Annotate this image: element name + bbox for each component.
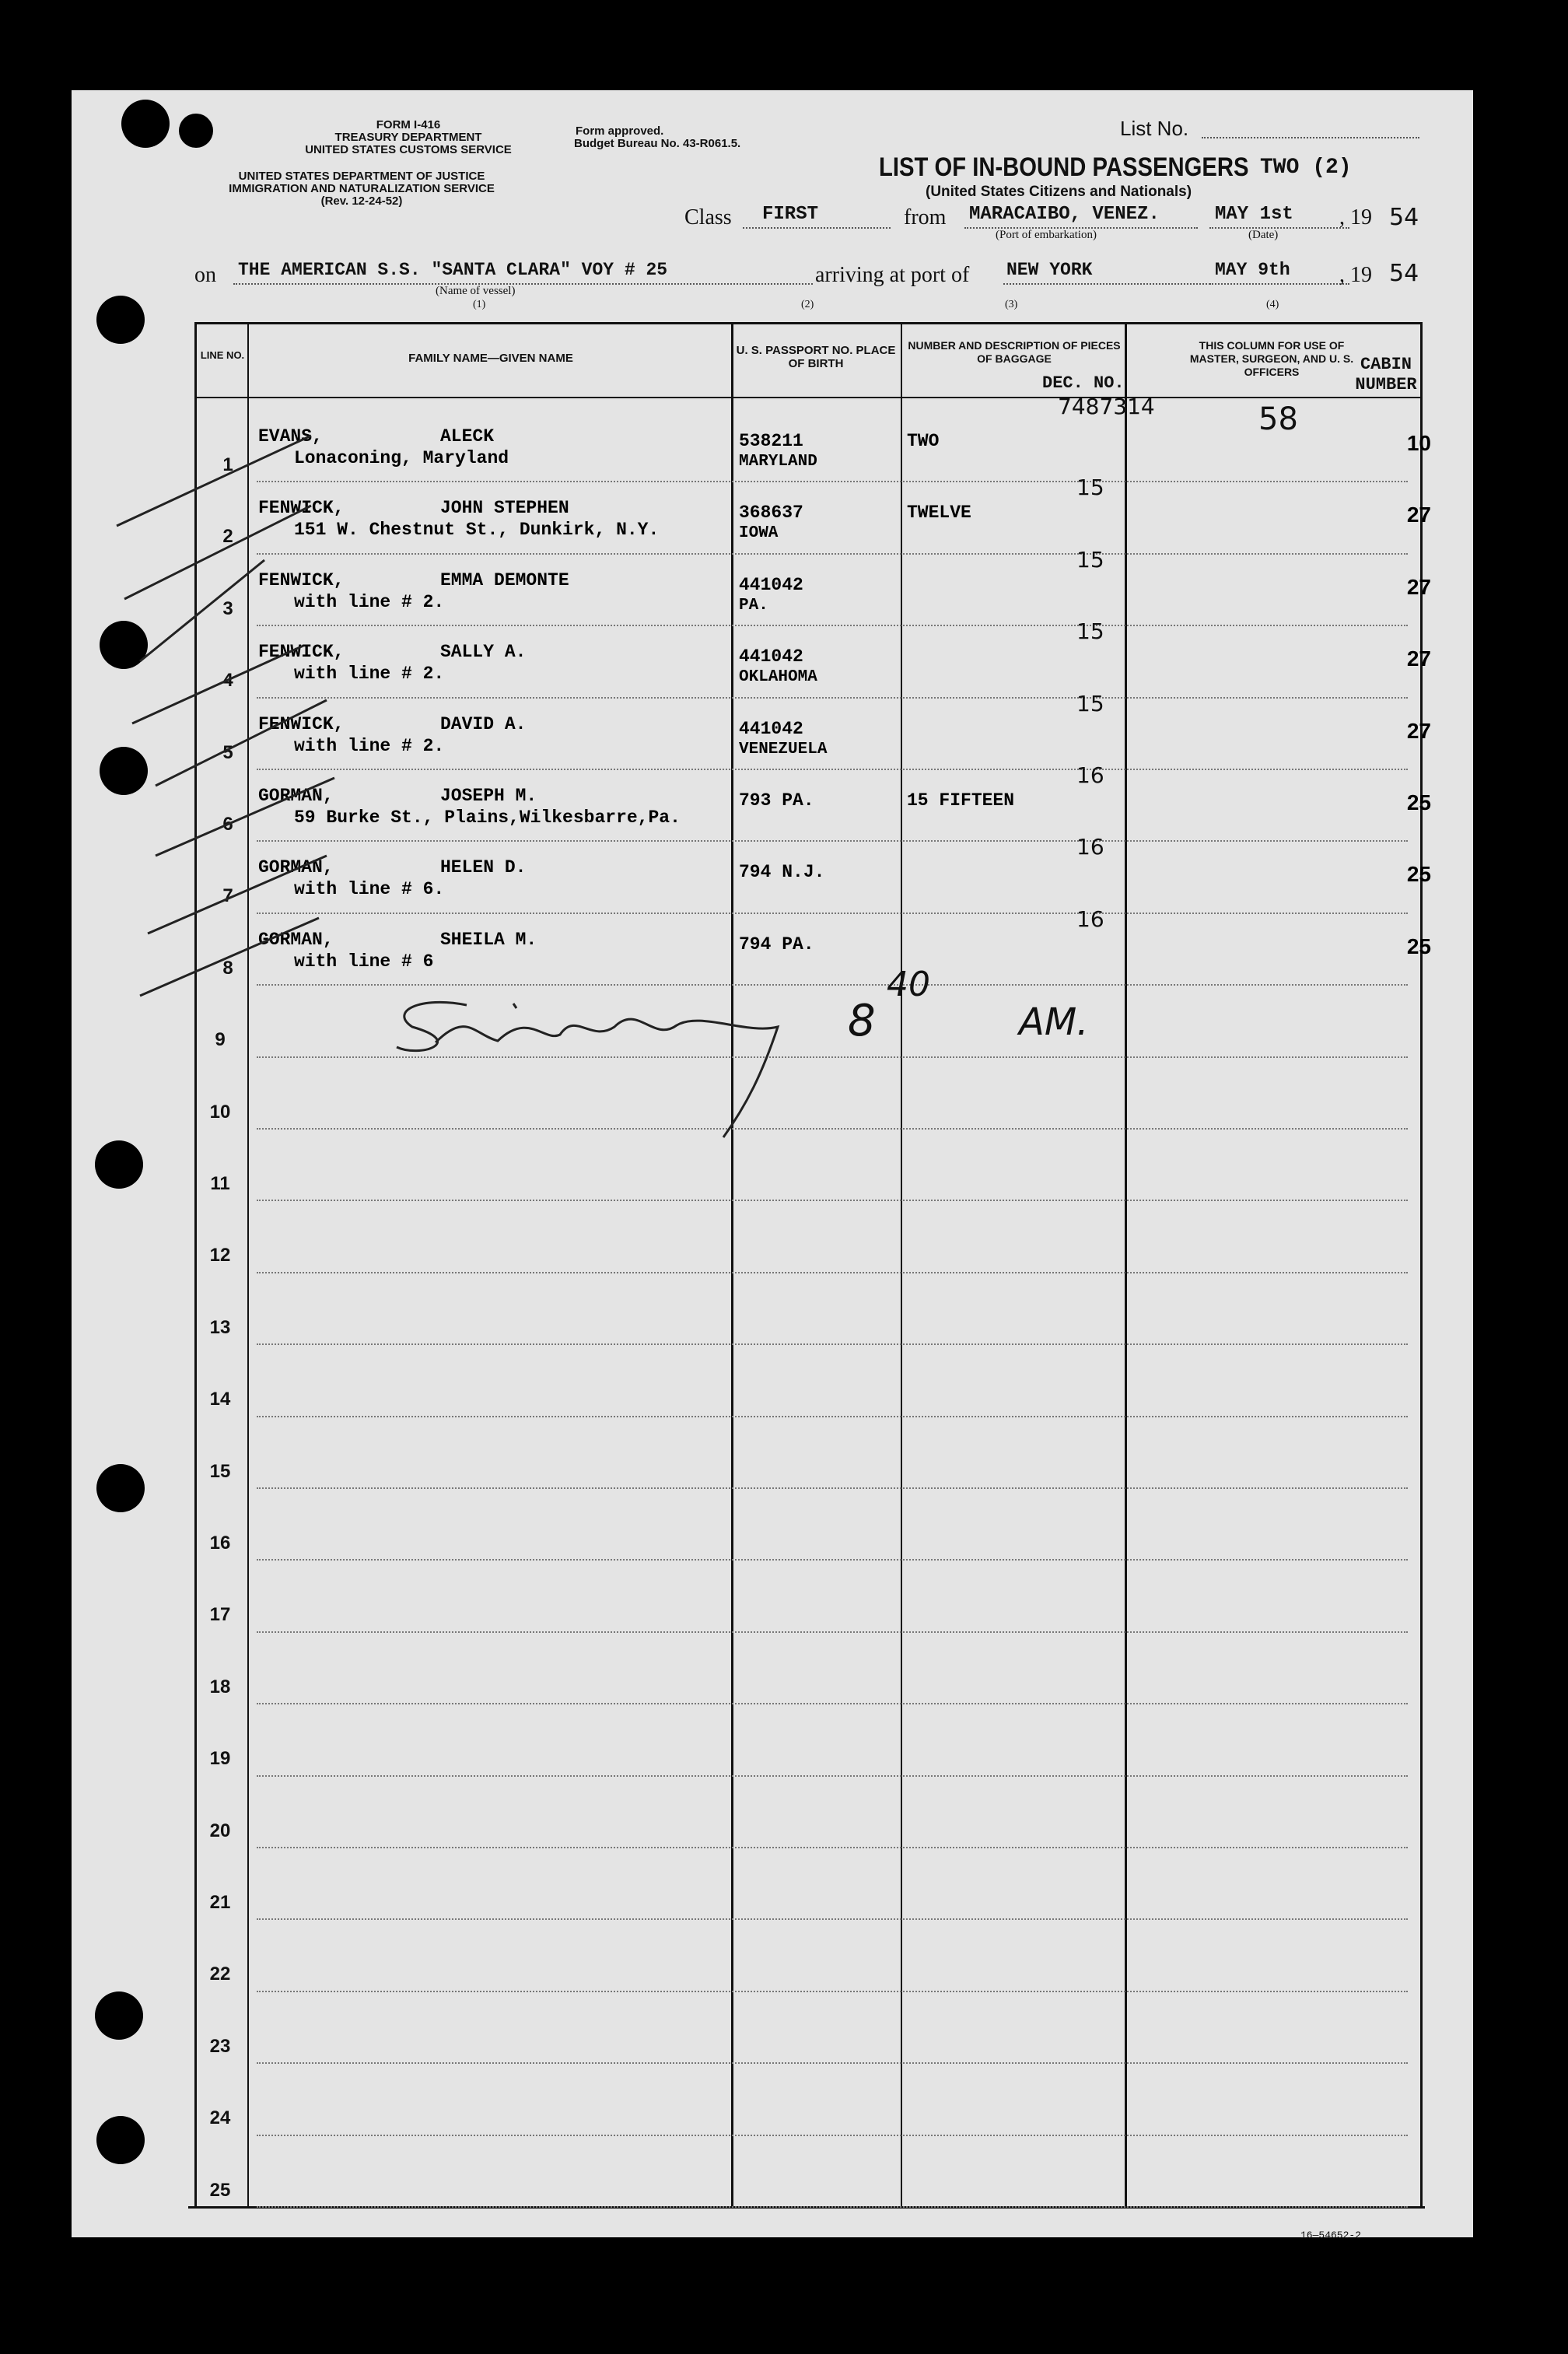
line-number: 14: [209, 1389, 231, 1410]
dec-no-label: DEC. NO.: [1042, 373, 1125, 393]
line-number: 5: [222, 742, 233, 763]
row-dotted-line: [257, 2206, 1408, 2208]
dec-number: 15: [1076, 475, 1104, 500]
row-dotted-line: [257, 625, 1408, 626]
class-value: FIRST: [762, 204, 819, 225]
caption-4: (4): [1266, 299, 1279, 310]
vessel-caption: (Name of vessel): [436, 285, 516, 297]
row-dotted-line: [257, 1847, 1408, 1848]
row-dotted-line: [257, 1559, 1408, 1561]
table-top-border: [194, 322, 1420, 324]
line-number: 9: [215, 1029, 226, 1050]
row-dotted-line: [257, 1128, 1408, 1130]
punch-hole: [95, 1140, 143, 1189]
arrival-year: 54: [1389, 260, 1419, 287]
arriving-label: arriving at port of: [815, 263, 970, 287]
passport-number: 538211: [739, 431, 803, 451]
cabin-number: 25: [1406, 862, 1431, 886]
dec-no-value: 7487314: [1058, 394, 1155, 419]
family-name: FENWICK,: [258, 498, 345, 518]
line-number: 25: [209, 2180, 231, 2201]
address: Lonaconing, Maryland: [294, 448, 509, 468]
cabin-number: 27: [1406, 503, 1431, 527]
punch-hole: [100, 747, 148, 795]
given-name: JOSEPH M.: [440, 786, 537, 806]
address: with line # 6.: [294, 879, 445, 899]
arrival-port: NEW YORK: [1006, 260, 1093, 280]
given-name: EMMA DEMONTE: [440, 570, 569, 590]
arrival-date: MAY 9th: [1215, 260, 1290, 280]
row-dotted-line: [257, 1487, 1408, 1489]
page-subtitle: (United States Citizens and Nationals): [926, 184, 1192, 200]
dec-number: 16: [1076, 762, 1104, 788]
family-name: GORMAN,: [258, 786, 334, 806]
punch-hole: [96, 2116, 145, 2164]
line-number: 1: [222, 454, 233, 475]
line-number: 23: [209, 2036, 231, 2057]
place-of-birth: VENEZUELA: [739, 741, 828, 758]
row-dotted-line: [257, 913, 1408, 914]
row-dotted-line: [257, 1056, 1408, 1058]
punch-hole: [121, 100, 170, 148]
row-dotted-line: [257, 1918, 1408, 1920]
date-caption: (Date): [1248, 229, 1279, 241]
treasury-dept: TREASURY DEPARTMENT: [334, 131, 482, 144]
dec-number: 15: [1076, 691, 1104, 716]
table-right-border: [1420, 322, 1423, 2209]
family-name: FENWICK,: [258, 642, 345, 662]
dec-number: 16: [1076, 834, 1104, 860]
punch-hole: [179, 114, 213, 148]
given-name: SHEILA M.: [440, 930, 537, 950]
passport-number: 793 PA.: [739, 790, 814, 811]
caption-3: (3): [1005, 299, 1018, 310]
justice-dept: UNITED STATES DEPARTMENT OF JUSTICE: [238, 170, 485, 183]
cabin-number: 25: [1406, 934, 1431, 958]
list-no-label: List No.: [1120, 117, 1189, 140]
row-dotted-line: [257, 1991, 1408, 1992]
punch-hole: [100, 621, 148, 669]
depart-year: 54: [1389, 204, 1419, 231]
print-code: 16—54652-2: [1300, 2230, 1362, 2241]
dec-number: 15: [1076, 547, 1104, 573]
budget-bureau: Budget Bureau No. 43-R061.5.: [574, 137, 741, 150]
row-dotted-line: [257, 2062, 1408, 2064]
given-name: HELEN D.: [440, 857, 527, 877]
line-number: 18: [209, 1676, 231, 1697]
embark-port: MARACAIBO, VENEZ.: [969, 204, 1160, 225]
port-line: [1003, 283, 1213, 285]
page-title: LIST OF IN-BOUND PASSENGERS: [879, 152, 1249, 182]
col-header-name: FAMILY NAME—GIVEN NAME: [408, 352, 573, 365]
form-number: FORM I-416: [376, 118, 441, 131]
passport-number: 441042: [739, 575, 803, 595]
dec-number: 15: [1076, 618, 1104, 644]
family-name: GORMAN,: [258, 857, 334, 877]
caption-2: (2): [801, 299, 814, 310]
depart-date: MAY 1st: [1215, 204, 1293, 225]
line-number: 15: [209, 1461, 231, 1482]
family-name: GORMAN,: [258, 930, 334, 950]
vessel-name: THE AMERICAN S.S. "SANTA CLARA" VOY # 25: [238, 260, 668, 280]
table-left-border: [194, 322, 197, 2209]
place-of-birth: IOWA: [739, 524, 779, 542]
row-dotted-line: [257, 1703, 1408, 1704]
class-label: Class: [684, 205, 732, 229]
row-dotted-line: [257, 2135, 1408, 2136]
col-divider-baggage: [1125, 322, 1127, 2209]
col-header-officers: THIS COLUMN FOR USE OF MASTER, SURGEON, AND U. S. OFFICERS: [1189, 339, 1354, 378]
line-number: 19: [209, 1748, 231, 1769]
caption-1: (1): [473, 299, 486, 310]
baggage: TWELVE: [907, 503, 971, 523]
place-of-birth: MARYLAND: [739, 453, 817, 471]
address: 151 W. Chestnut St., Dunkirk, N.Y.: [294, 520, 660, 540]
col-header-cabin: CABIN NUMBER: [1355, 355, 1417, 394]
line-number: 17: [209, 1604, 231, 1625]
customs-service: UNITED STATES CUSTOMS SERVICE: [305, 143, 512, 156]
row-dotted-line: [257, 840, 1408, 842]
cabin-number: 10: [1406, 431, 1431, 455]
handwritten-time: 8: [848, 996, 876, 1046]
passport-number: 368637: [739, 503, 803, 523]
line-number: 6: [222, 814, 233, 835]
line-number: 11: [210, 1173, 230, 1194]
class-line: [743, 227, 891, 229]
family-name: FENWICK,: [258, 714, 345, 734]
address: with line # 6: [294, 951, 434, 972]
form-approved: Form approved.: [576, 124, 664, 138]
row-dotted-line: [257, 1343, 1408, 1345]
given-name: SALLY A.: [440, 642, 527, 662]
line-number: 21: [209, 1892, 231, 1913]
line-number: 13: [209, 1317, 231, 1338]
list-no-line: [1202, 137, 1419, 138]
dec-number: 16: [1076, 906, 1104, 932]
row-dotted-line: [257, 481, 1408, 482]
handwritten-am: AM.: [1019, 1000, 1089, 1044]
col-divider-line: [247, 322, 249, 2209]
passport-number: 441042: [739, 646, 803, 667]
year-prefix: , 19: [1339, 205, 1372, 229]
col-header-baggage: NUMBER AND DESCRIPTION OF PIECES OF BAGGAGE: [908, 339, 1121, 365]
row-dotted-line: [257, 1416, 1408, 1417]
line-number: 8: [222, 958, 233, 979]
from-label: from: [904, 205, 947, 229]
address: with line # 2.: [294, 592, 445, 612]
row-dotted-line: [257, 769, 1408, 770]
passport-number: 794 PA.: [739, 934, 814, 955]
col-divider-name: [731, 322, 733, 2209]
given-name: ALECK: [440, 426, 495, 447]
punch-hole: [96, 296, 145, 344]
cabin-number: 27: [1406, 575, 1431, 599]
passport-number: 794 N.J.: [739, 862, 825, 882]
header-bottom-border: [194, 397, 1420, 398]
place-of-birth: OKLAHOMA: [739, 668, 817, 686]
arrival-date-line: [1209, 283, 1349, 285]
place-of-birth: PA.: [739, 597, 768, 615]
col-header-passport: U. S. PASSPORT NO. PLACE OF BIRTH: [736, 344, 896, 370]
line-number: 2: [222, 526, 233, 547]
row-dotted-line: [257, 553, 1408, 555]
line-number: 10: [209, 1102, 231, 1123]
line-number: 22: [209, 1963, 231, 1984]
given-name: DAVID A.: [440, 714, 527, 734]
punch-hole: [95, 1991, 143, 2040]
date-line: [1209, 227, 1349, 229]
col-divider-passport: [901, 322, 902, 2209]
punch-hole: [96, 1464, 145, 1512]
address: with line # 2.: [294, 736, 445, 756]
line-number: 12: [209, 1245, 231, 1266]
line-number: 24: [209, 2107, 231, 2128]
officer-number: 58: [1258, 401, 1298, 437]
line-number: 3: [222, 598, 233, 619]
cabin-number: 25: [1406, 790, 1431, 814]
passport-number: 441042: [739, 719, 803, 739]
line-number: 7: [222, 885, 233, 906]
row-dotted-line: [257, 697, 1408, 699]
family-name: FENWICK,: [258, 570, 345, 590]
handwritten-minutes: 40: [887, 965, 930, 1004]
given-name: JOHN STEPHEN: [440, 498, 569, 518]
cabin-number: 27: [1406, 646, 1431, 671]
line-number: 20: [209, 1820, 231, 1841]
ins-service: IMMIGRATION AND NATURALIZATION SERVICE: [229, 182, 495, 195]
list-number: TWO (2): [1260, 156, 1352, 180]
family-name: EVANS,: [258, 426, 323, 447]
row-dotted-line: [257, 1272, 1408, 1273]
row-dotted-line: [257, 1775, 1408, 1777]
row-dotted-line: [257, 1200, 1408, 1201]
revision: (Rev. 12-24-52): [320, 194, 403, 208]
address: with line # 2.: [294, 664, 445, 684]
line-number: 16: [209, 1533, 231, 1554]
vessel-line: [233, 283, 813, 285]
row-dotted-line: [257, 984, 1408, 986]
line-number: 4: [222, 670, 233, 691]
arrival-year-prefix: , 19: [1339, 263, 1372, 287]
on-label: on: [194, 263, 216, 287]
baggage: TWO: [907, 431, 940, 451]
row-dotted-line: [257, 1631, 1408, 1633]
cabin-number: 27: [1406, 719, 1431, 743]
port-caption: (Port of embarkation): [996, 229, 1097, 241]
col-header-line-no: LINE NO.: [200, 349, 245, 361]
address: 59 Burke St., Plains,Wilkesbarre,Pa.: [294, 807, 681, 828]
baggage: 15 FIFTEEN: [907, 790, 1015, 811]
